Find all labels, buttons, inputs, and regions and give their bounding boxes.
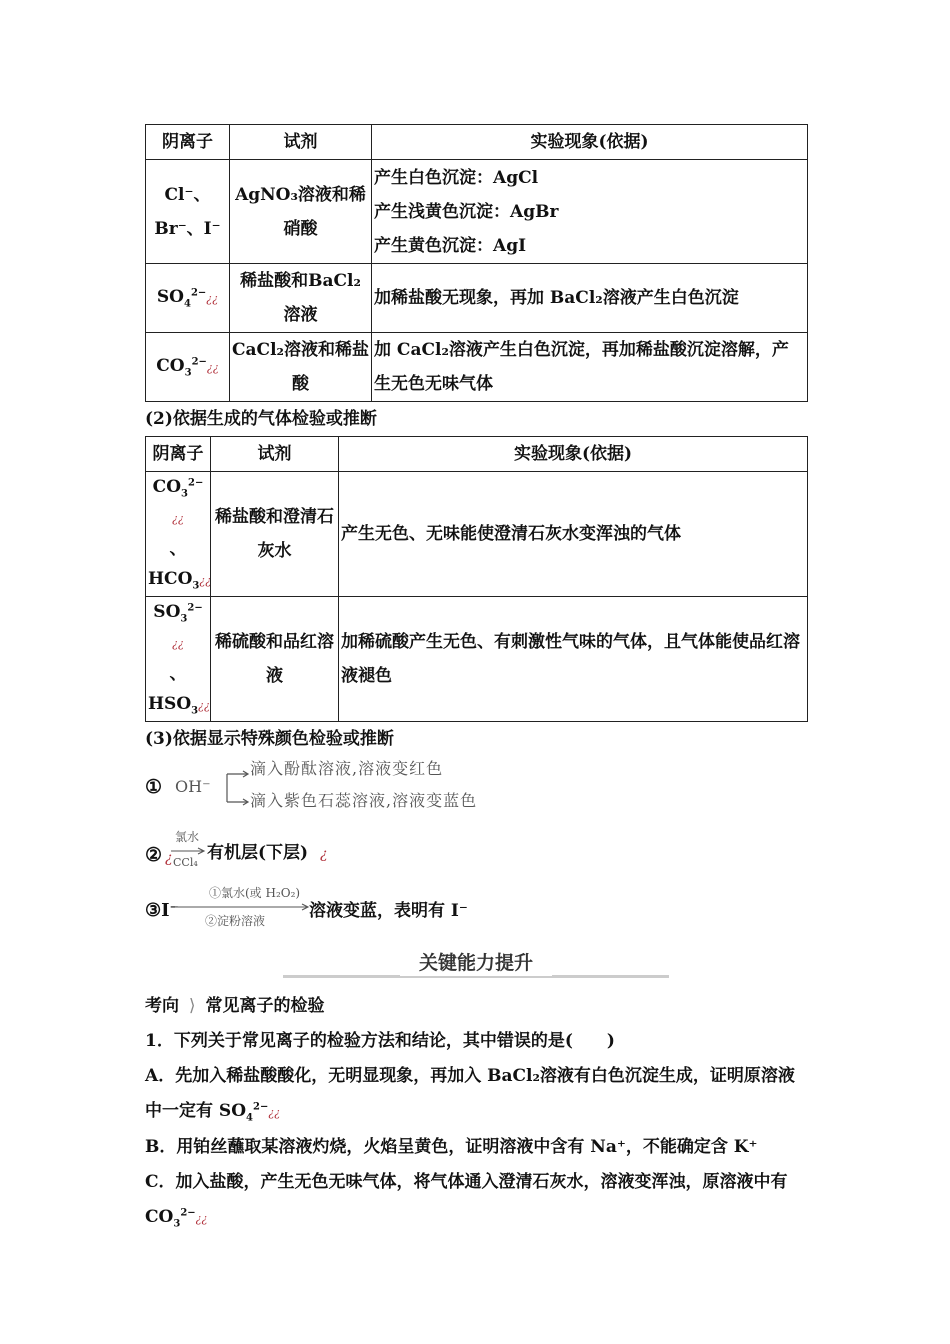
banner-title: 关键能力提升: [418, 952, 533, 974]
branch-2-text: 滴入紫色石蕊溶液,溶液变蓝色: [250, 791, 478, 810]
phenomenon-line: 产生黄色沉淀：AgI: [374, 235, 527, 256]
kaoxiang-heading: [145, 988, 807, 1024]
hydroxide-ion: OH⁻: [175, 777, 211, 796]
reagent-cell: 稀盐酸和BaCl₂溶液: [230, 264, 372, 333]
reagent-cell: CaCl₂溶液和稀盐酸: [230, 333, 372, 402]
ion-cell: $CO_3^{2-}¿¿$ 、 $HCO_3¿¿$: [146, 472, 211, 597]
branch-1-text: 滴入酚酞溶液,溶液变红色: [250, 759, 444, 778]
key-ability-banner: [145, 946, 807, 986]
header-reagent: 试剂: [230, 125, 372, 160]
item-1-oh: [145, 756, 807, 822]
item-2-result: 有机层(下层): [207, 843, 309, 863]
table-row: [146, 160, 808, 264]
table-row: [146, 472, 808, 597]
reagent-cell: 稀盐酸和澄清石灰水: [211, 472, 339, 597]
kaoxiang-title: 常见离子的检验: [205, 996, 325, 1016]
item-number: ①: [145, 776, 163, 798]
item-number: ③I⁻: [145, 900, 180, 921]
header-anion: 阴离子: [146, 437, 211, 472]
section-2-title: (2)依据生成的气体检验或推断: [145, 409, 377, 429]
option-b: B．用铂丝蘸取某溶液灼烧，火焰呈黄色，证明溶液中含有 Na⁺，不能确定含 K⁺: [145, 1137, 758, 1157]
phenomenon-cell: [372, 160, 808, 264]
phenomenon-line: 产生浅黄色沉淀：AgBr: [374, 201, 559, 222]
phenomenon-cell: 加稀硫酸产生无色、有刺激性气味的气体，且气体能使品红溶液褪色: [339, 597, 808, 722]
table-row: [146, 597, 808, 722]
header-anion: 阴离子: [146, 125, 230, 160]
reagent-cell: AgNO₃溶液和稀硝酸: [230, 160, 372, 264]
phenomenon-cell: 产生无色、无味能使澄清石灰水变浑浊的气体: [339, 472, 808, 597]
item-3-result: 溶液变蓝，表明有 I⁻: [309, 901, 468, 921]
arrow-below-text: ②淀粉溶液: [205, 914, 266, 928]
arrow-above-text: ①氯水(或 H₂O₂): [209, 886, 301, 900]
phenomenon-line: 产生白色沉淀：AgCl: [374, 167, 539, 188]
table-row: [146, 333, 808, 402]
reaction-arrow-icon: [171, 846, 207, 856]
ion-cell: $SO_4^{2-}¿¿$: [146, 264, 230, 333]
item-number: ②: [145, 844, 163, 866]
option-c: C．加入盐酸，产生无色无味气体，将气体通入澄清石灰水，溶液变浑浊，原溶液中有 $CO_3^{2-}¿¿$: [145, 1172, 788, 1230]
arrow-above-text: 氯水: [175, 830, 200, 844]
table-header-row: [146, 125, 808, 160]
header-phenomenon: 实验现象(依据): [339, 437, 808, 472]
anion-table-2: [145, 436, 808, 722]
table-row: [146, 264, 808, 333]
brace-icon: ⟩: [188, 996, 196, 1016]
header-phenomenon: 实验现象(依据): [372, 125, 808, 160]
option-a: A．先加入稀盐酸酸化，无明显现象，再加入 BaCl₂溶液有白色沉淀生成，证明原溶液中一定有 $SO_4^{2-}¿¿$: [145, 1066, 795, 1124]
section-3-title: (3)依据显示特殊颜色检验或推断: [145, 729, 394, 749]
header-reagent: 试剂: [211, 437, 339, 472]
ion-cell: $SO_3^{2-}¿¿$ 、 $HSO_3¿¿$: [146, 597, 211, 722]
branch-arrow-icon: [221, 762, 251, 812]
table-header-row: [146, 437, 808, 472]
kaoxiang-label: 考向: [145, 996, 179, 1016]
ion-cell: $CO_3^{2-}¿¿$: [146, 333, 230, 402]
placeholder-mark: ¿: [165, 850, 173, 866]
item-2-chlorine: [145, 828, 807, 880]
arrow-below-text: CCl₄: [173, 856, 198, 869]
phenomenon-cell: 加稀盐酸无现象，再加 BaCl₂溶液产生白色沉淀: [372, 264, 808, 333]
phenomenon-cell: 加 CaCl₂溶液产生白色沉淀，再加稀盐酸沉淀溶解，产生无色无味气体: [372, 333, 808, 402]
reaction-arrow-icon: [175, 902, 311, 912]
reagent-cell: 稀硫酸和品红溶液: [211, 597, 339, 722]
anion-table-1: [145, 124, 808, 402]
item-3-iodide: [145, 884, 807, 936]
page: [145, 124, 807, 1236]
ion-cell: Cl⁻、Br⁻、I⁻: [146, 160, 230, 264]
placeholder-mark: ¿: [320, 846, 328, 862]
question-stem: 1．下列关于常见离子的检验方法和结论，其中错误的是( ): [145, 1031, 615, 1051]
